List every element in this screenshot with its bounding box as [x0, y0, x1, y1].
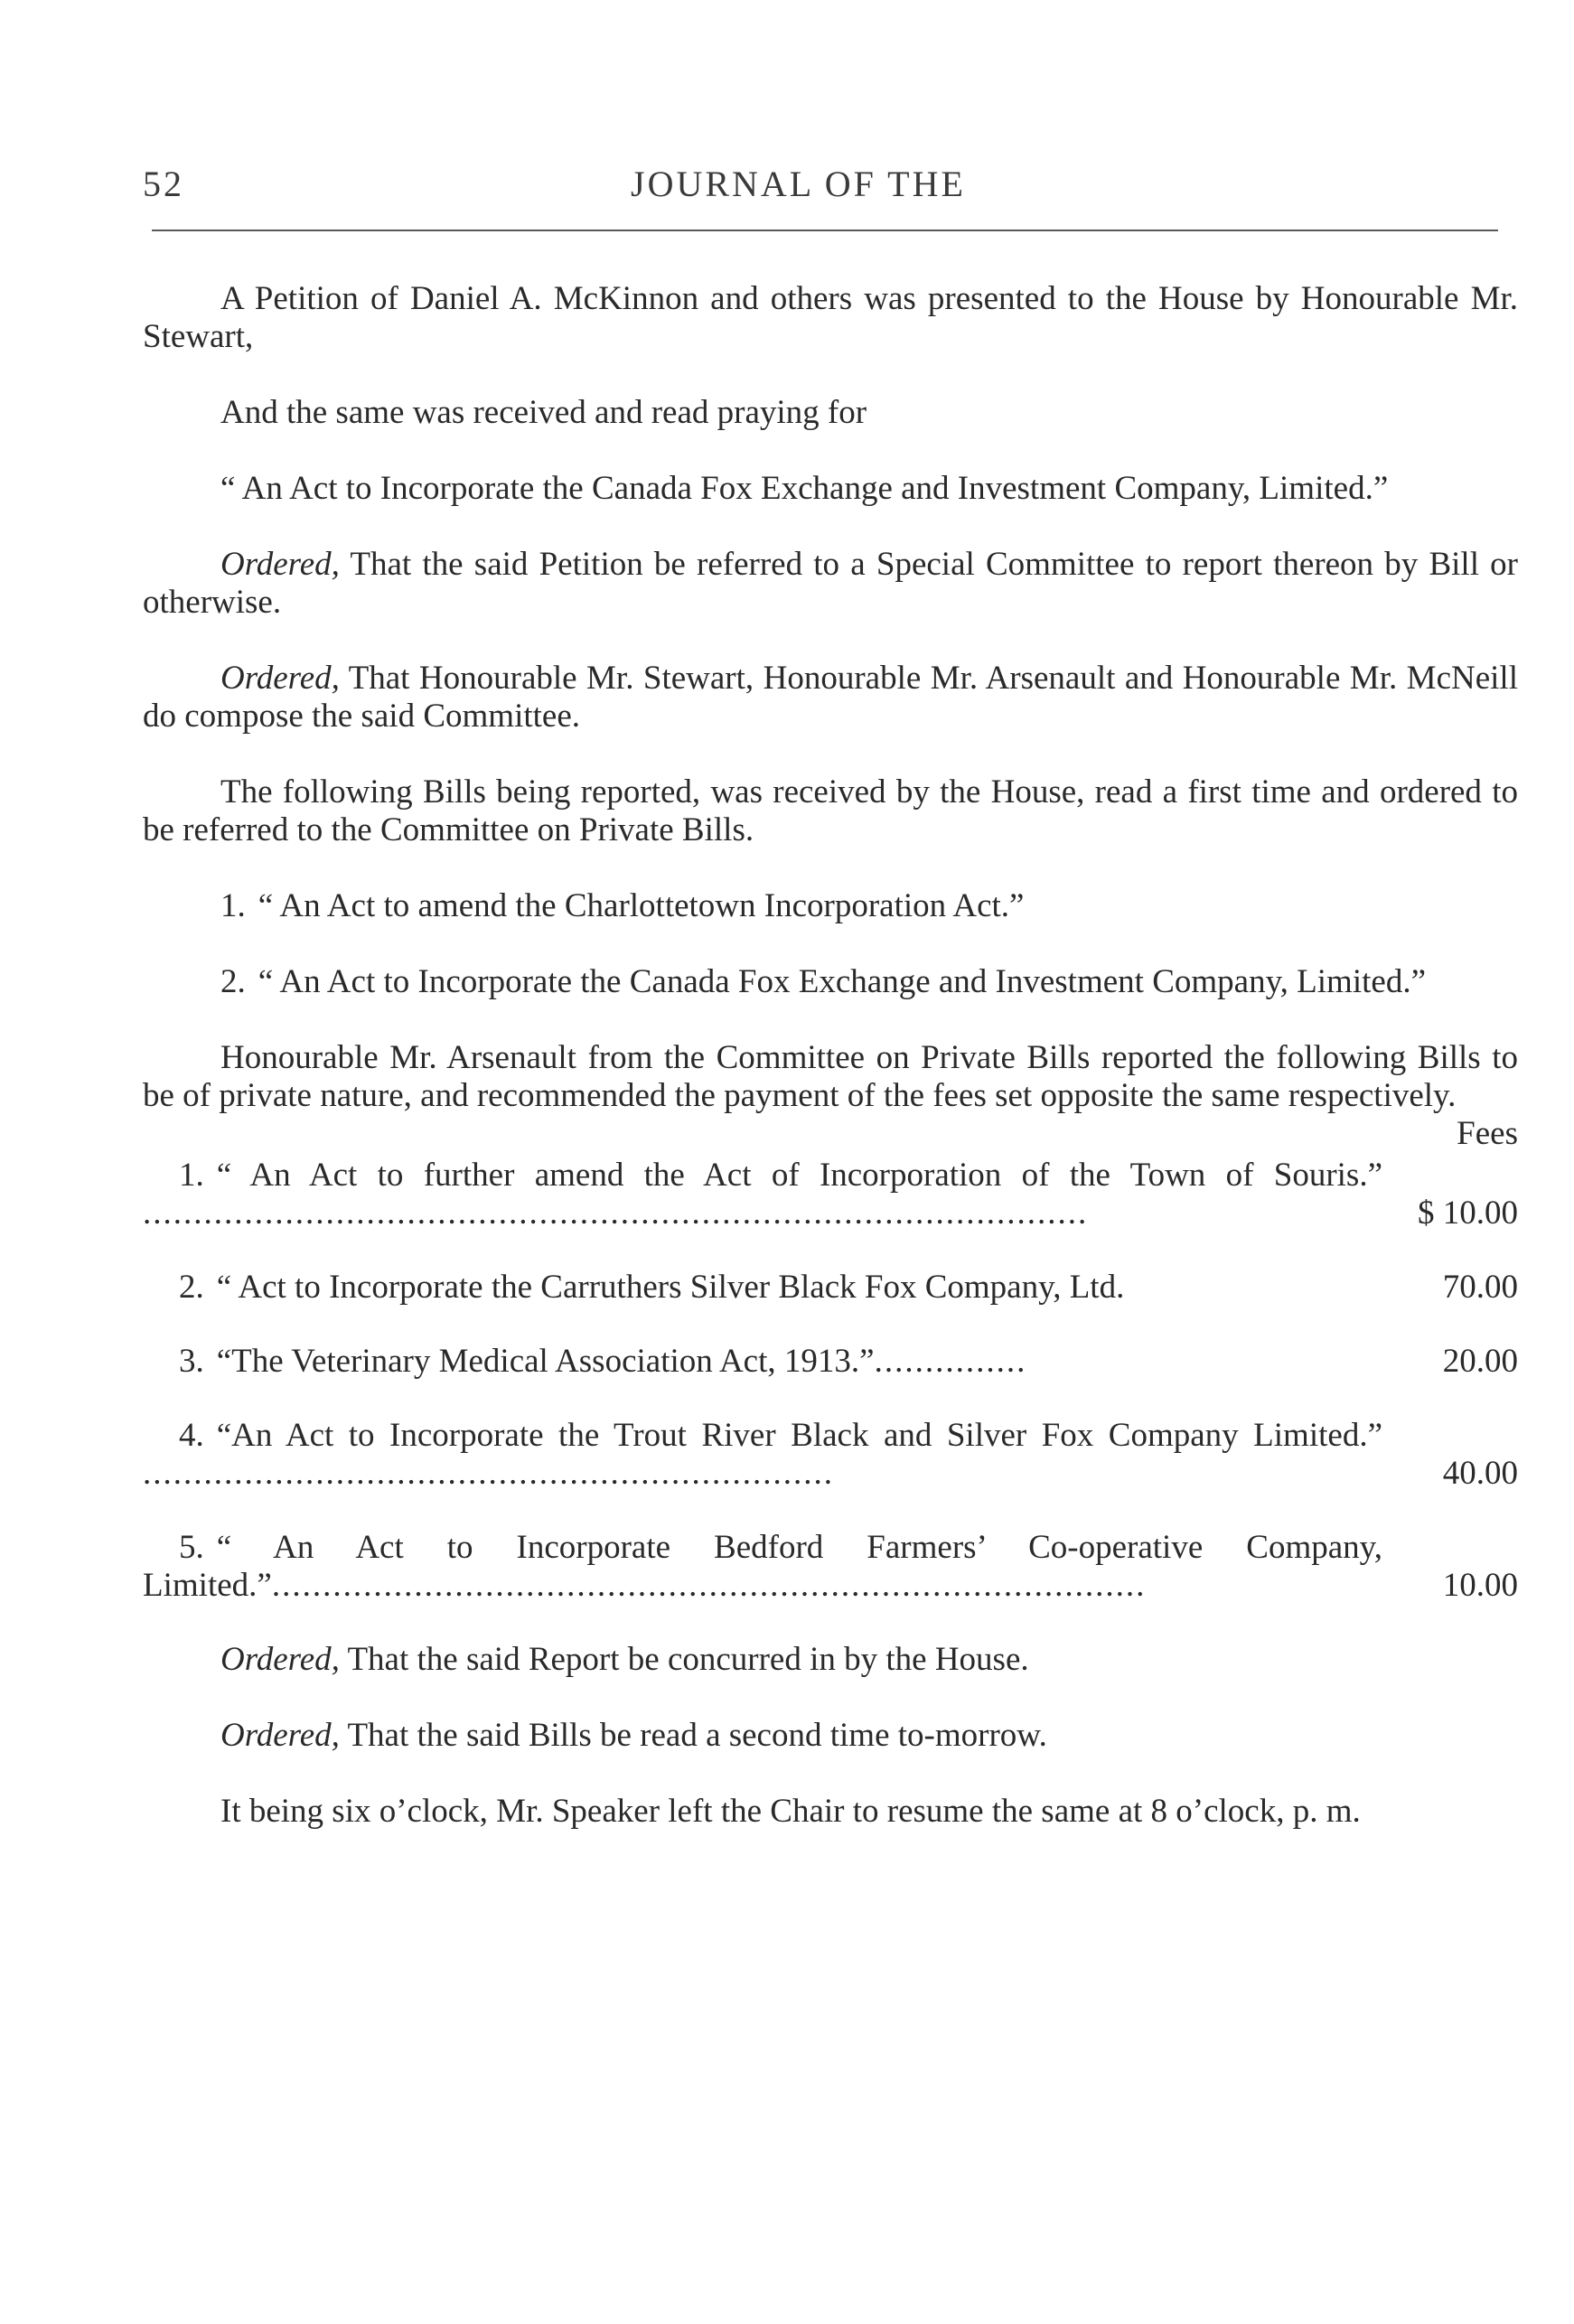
fee-item-title: “ Act to Incorporate the Carruthers Silver Black Fox Company, Ltd.: [216, 1269, 1125, 1306]
fee-item: [143, 1529, 1518, 1605]
ordered-referral-paragraph: [143, 546, 1518, 622]
fee-item: [143, 1269, 1518, 1307]
fee-item-title: “An Act to Incorporate the Trout River Black and Silver Fox Company Limited.”: [216, 1417, 1382, 1454]
ordered-committee-paragraph: [143, 660, 1518, 736]
fees-column-label: Fees: [1457, 1115, 1518, 1152]
dot-leader: ...............: [874, 1343, 1027, 1380]
ordered-second-reading-paragraph: [143, 1717, 1518, 1755]
fee-item-number: 3.: [179, 1343, 204, 1380]
fee-item-text: [143, 1417, 1382, 1493]
bill-item: [143, 887, 1518, 925]
fee-item-text: [143, 1269, 1382, 1307]
fee-item: [143, 1157, 1518, 1232]
header-rule: [152, 230, 1498, 231]
bill-number: 1.: [220, 887, 246, 924]
ordered-label: Ordered,: [220, 660, 340, 697]
fee-item-title: “ An Act to further amend the Act of Incorporation of the Town of Souris.”: [216, 1157, 1382, 1194]
fee-amount: $ 10.00: [1418, 1195, 1518, 1232]
page-header: [143, 136, 1518, 204]
fee-item-number: 1.: [179, 1157, 204, 1194]
ordered-text: That Honourable Mr. Stewart, Honourable Mr. Arsenault and Honourable Mr. McNeill do compose the said Committee.: [143, 660, 1518, 735]
journal-body: [143, 280, 1518, 1869]
bills-reported-paragraph: The following Bills being reported, was received by the House, read a first time and ordered to be referred to the Committee on Private Bills.: [143, 773, 1518, 848]
fee-amount: 40.00: [1442, 1455, 1518, 1492]
fee-item-text: [143, 1529, 1382, 1605]
ordered-text: That the said Report be concurred in by the House.: [339, 1641, 1029, 1678]
fee-item-text: [143, 1157, 1382, 1232]
fee-amount: 10.00: [1442, 1567, 1518, 1604]
ordered-text: That the said Bills be read a second time to-morrow.: [339, 1717, 1047, 1754]
bill-item: [143, 963, 1518, 1001]
ordered-label: Ordered,: [220, 1717, 340, 1754]
fee-item-title: “The Veterinary Medical Association Act, 1913.”: [216, 1343, 875, 1380]
fee-item-title: “ An Act to Incorporate Bedford Farmers’ Co-operative Company, Limited.”: [143, 1529, 1382, 1604]
arsenault-report-paragraph: Honourable Mr. Arsenault from the Committee on Private Bills reported the following Bills to be of private nature, and recommended the payment of the fees set opposite the same respectively.: [143, 1039, 1518, 1114]
fee-item: [143, 1417, 1518, 1493]
fees-list: [143, 1157, 1518, 1605]
adjournment-paragraph: It being six o’clock, Mr. Speaker left the Chair to resume the same at 8 o’clock, p. m.: [220, 1793, 1361, 1830]
petition-paragraph: A Petition of Daniel A. McKinnon and others was presented to the House by Honourable Mr. Stewart,: [143, 280, 1518, 355]
running-head: JOURNAL OF THE: [631, 164, 966, 204]
fee-amount: 20.00: [1442, 1343, 1518, 1380]
dot-leader: .............................................................................................: [143, 1195, 1089, 1232]
fee-amount: 70.00: [1442, 1269, 1518, 1306]
fee-item-number: 2.: [179, 1269, 204, 1306]
fee-item: [143, 1343, 1518, 1381]
bill-text: “ An Act to Incorporate the Canada Fox Exchange and Investment Company, Limited.”: [258, 963, 1426, 1000]
bill-text: “ An Act to amend the Charlottetown Incorporation Act.”: [258, 887, 1025, 924]
ordered-text: That the said Petition be referred to a Special Committee to report thereon by Bill or otherwise.: [143, 546, 1518, 621]
page-number: 52: [143, 164, 184, 204]
dot-leader: ....................................................................: [143, 1455, 834, 1492]
ordered-label: Ordered,: [220, 1641, 340, 1678]
fee-item-number: 4.: [179, 1417, 204, 1454]
act-title-paragraph: “ An Act to Incorporate the Canada Fox Exchange and Investment Company, Limited.”: [220, 470, 1389, 507]
bill-number: 2.: [220, 963, 246, 1000]
ordered-label: Ordered,: [220, 546, 340, 583]
fee-item-number: 5.: [179, 1529, 204, 1566]
journal-page: [143, 136, 1518, 1830]
fee-item-text: [143, 1343, 1382, 1381]
dot-leader: ......................................................................................: [271, 1567, 1147, 1604]
received-paragraph: And the same was received and read praying for: [220, 394, 867, 431]
ordered-concurred-paragraph: [143, 1641, 1518, 1679]
